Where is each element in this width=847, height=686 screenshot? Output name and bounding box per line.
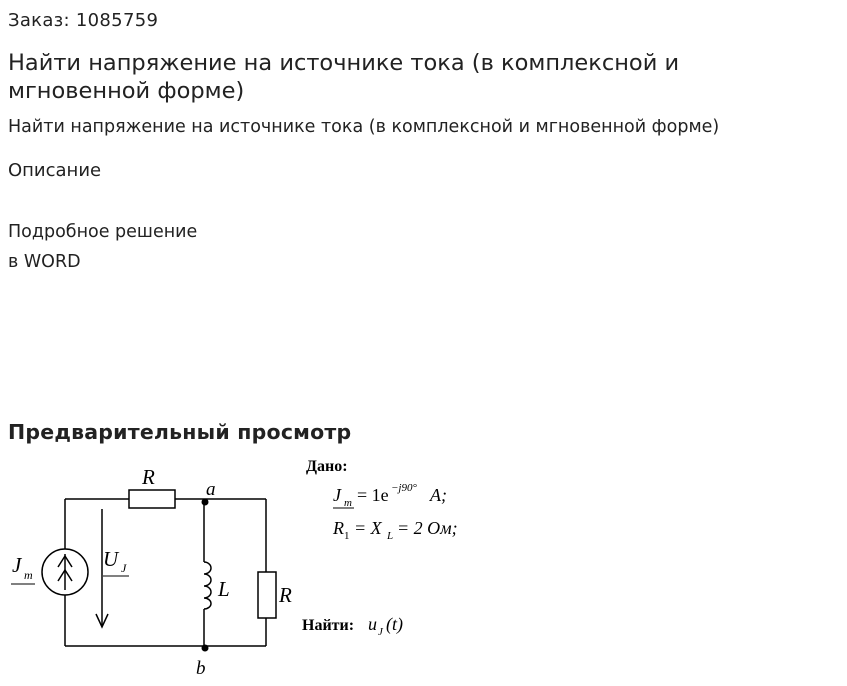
description-line-1: Подробное решение bbox=[8, 222, 198, 242]
label-u: U bbox=[103, 547, 119, 571]
inductor-coil bbox=[204, 562, 211, 609]
given-jm-sub: m bbox=[344, 497, 352, 509]
page-subtitle: Найти напряжение на источнике тока (в комплексной и мгновенной форме) bbox=[8, 117, 720, 137]
given-line-2 bbox=[332, 518, 458, 542]
given-value: = 2 Ом; bbox=[397, 518, 458, 538]
label-node-b: b bbox=[196, 658, 206, 679]
label-node-a: a bbox=[206, 479, 216, 500]
find-label: Найти: bbox=[302, 617, 355, 634]
preview-figure bbox=[0, 450, 500, 686]
given-r1: R bbox=[333, 518, 344, 538]
given-xl: = X bbox=[354, 518, 382, 538]
given-line-1 bbox=[333, 482, 447, 509]
resistor-right bbox=[258, 572, 276, 618]
order-number: Заказ: 1085759 bbox=[8, 10, 159, 31]
label-j-sub: m bbox=[24, 568, 33, 582]
label-l: L bbox=[218, 577, 230, 601]
circuit-diagram bbox=[42, 490, 276, 646]
given-heading: Дано: bbox=[306, 458, 348, 475]
given-eq-1: = 1e bbox=[357, 485, 389, 505]
find-expression bbox=[368, 614, 403, 638]
find-arg: (t) bbox=[386, 614, 403, 634]
description-line-2: в WORD bbox=[8, 252, 81, 272]
given-unit-a: A; bbox=[430, 485, 447, 505]
find-u: u bbox=[368, 614, 377, 634]
label-u-sub: J bbox=[121, 561, 127, 575]
given-r1-sub: 1 bbox=[344, 530, 350, 542]
given-xl-sub: L bbox=[387, 530, 394, 542]
page-title: Найти напряжение на источнике тока (в комплексной и мгновенной форме) bbox=[8, 50, 680, 104]
label-r-right: R bbox=[279, 583, 292, 607]
node-b-dot bbox=[202, 645, 209, 652]
given-exponent: −j90° bbox=[391, 482, 417, 494]
preview-image bbox=[0, 450, 500, 686]
resistor-top bbox=[129, 490, 175, 508]
label-r-top: R bbox=[142, 465, 155, 489]
description-heading: Описание bbox=[8, 160, 102, 181]
find-u-sub: J bbox=[378, 626, 383, 638]
preview-heading: Предварительный просмотр bbox=[8, 420, 352, 444]
label-j: J bbox=[12, 553, 22, 577]
given-jm: J bbox=[333, 485, 341, 505]
